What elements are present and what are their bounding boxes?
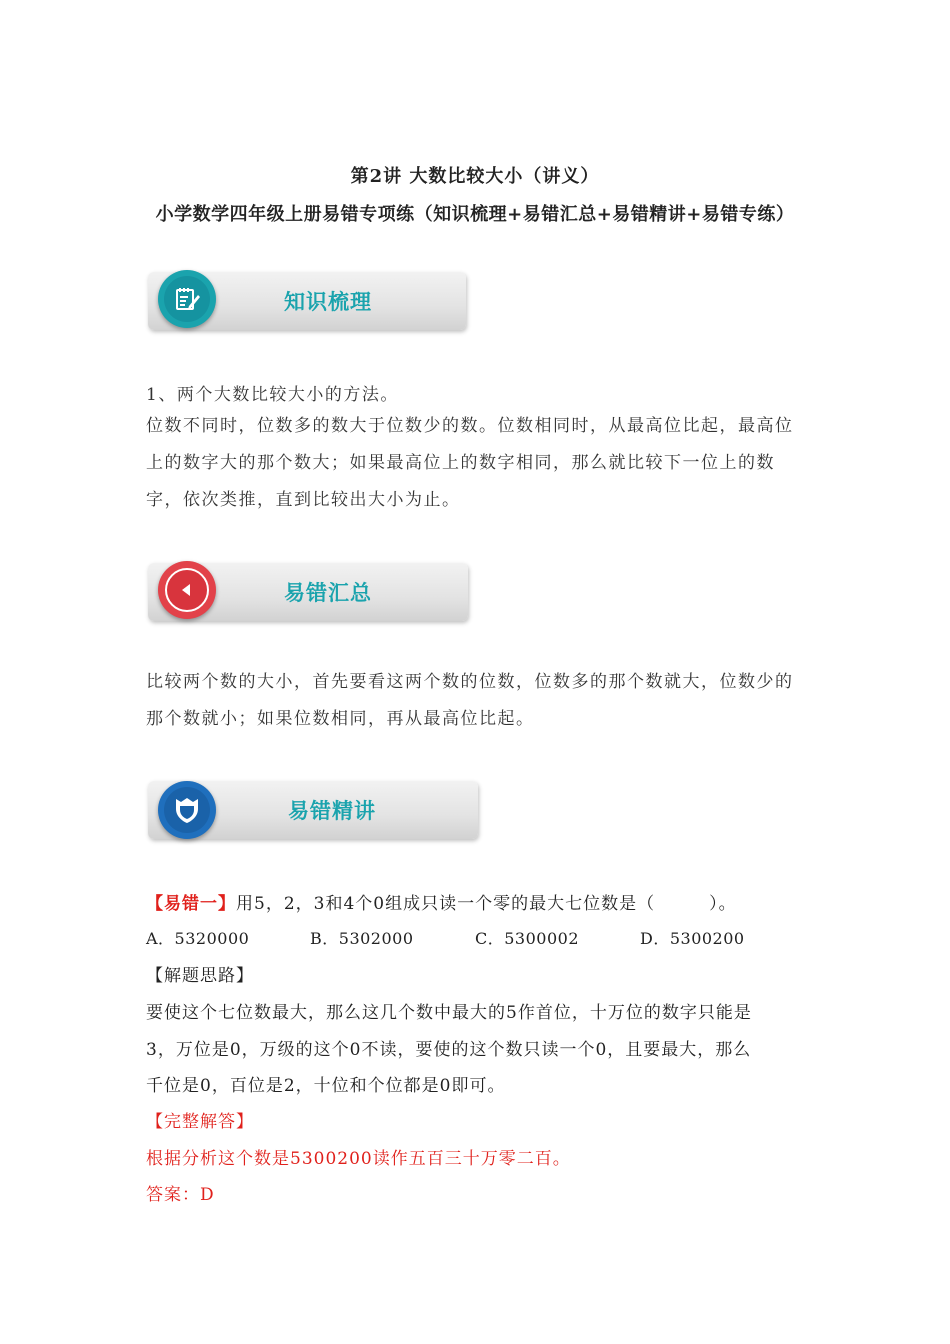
answer-title: 【完整解答】: [146, 1112, 254, 1132]
notepad-pen-icon: [172, 284, 202, 314]
idea-line-3: 千位是0，百位是2，十位和个位都是0即可。: [146, 1076, 506, 1096]
option-c: C．5300002: [475, 929, 580, 948]
knowledge-text: 位数不同时，位数多的数大于位数少的数。位数相同时，从最高位比起，最高位上的数字大的那个数大；如果最高位上的数字相同，那么就比较下一位上的数字，依次类推，直到比较出大小为止。: [146, 416, 794, 510]
knowledge-item-title: 1、两个大数比较大小的方法。: [146, 385, 399, 405]
idea-line-2: 3，万位是0，万级的这个0不读，要使的这个数只读一个0，且要最大，那么: [146, 1040, 752, 1060]
question-tag: 【易错一】: [146, 894, 236, 914]
play-back-icon: [177, 580, 197, 600]
question-line: [146, 889, 737, 914]
question-text: 用5，2，3和4个0组成只读一个零的最大七位数是（ ）。: [236, 894, 737, 914]
option-b: B．5302000: [310, 929, 414, 948]
answer: 答案：D: [146, 1185, 215, 1205]
summary-label: 易错汇总: [284, 581, 372, 605]
option-d: D．5300200: [640, 929, 745, 948]
page-subtitle: 小学数学四年级上册易错专项练（知识梳理+易错汇总+易错精讲+易错专练）: [155, 204, 795, 225]
idea-title: 【解题思路】: [146, 966, 254, 986]
summary-banner: [148, 563, 468, 621]
knowledge-label: 知识梳理: [284, 290, 372, 314]
shield-icon: [173, 795, 201, 825]
summary-text: 比较两个数的大小，首先要看这两个数的位数，位数多的那个数就大，位数少的那个数就小；如果位数相同，再从最高位比起。: [146, 672, 794, 729]
summary-badge: [158, 561, 216, 619]
page-title: 第2讲 大数比较大小（讲义）: [350, 166, 600, 187]
lecture-badge: [158, 781, 216, 839]
lecture-label: 易错精讲: [288, 799, 376, 823]
lecture-banner: [148, 781, 478, 839]
idea-line-1: 要使这个七位数最大，那么这几个数中最大的5作首位，十万位的数字只能是: [146, 1003, 752, 1023]
knowledge-badge: [158, 270, 216, 328]
knowledge-banner: [148, 272, 466, 330]
option-a: A．5320000: [146, 929, 250, 948]
answer-line: 根据分析这个数是5300200读作五百三十万零二百。: [146, 1149, 571, 1169]
